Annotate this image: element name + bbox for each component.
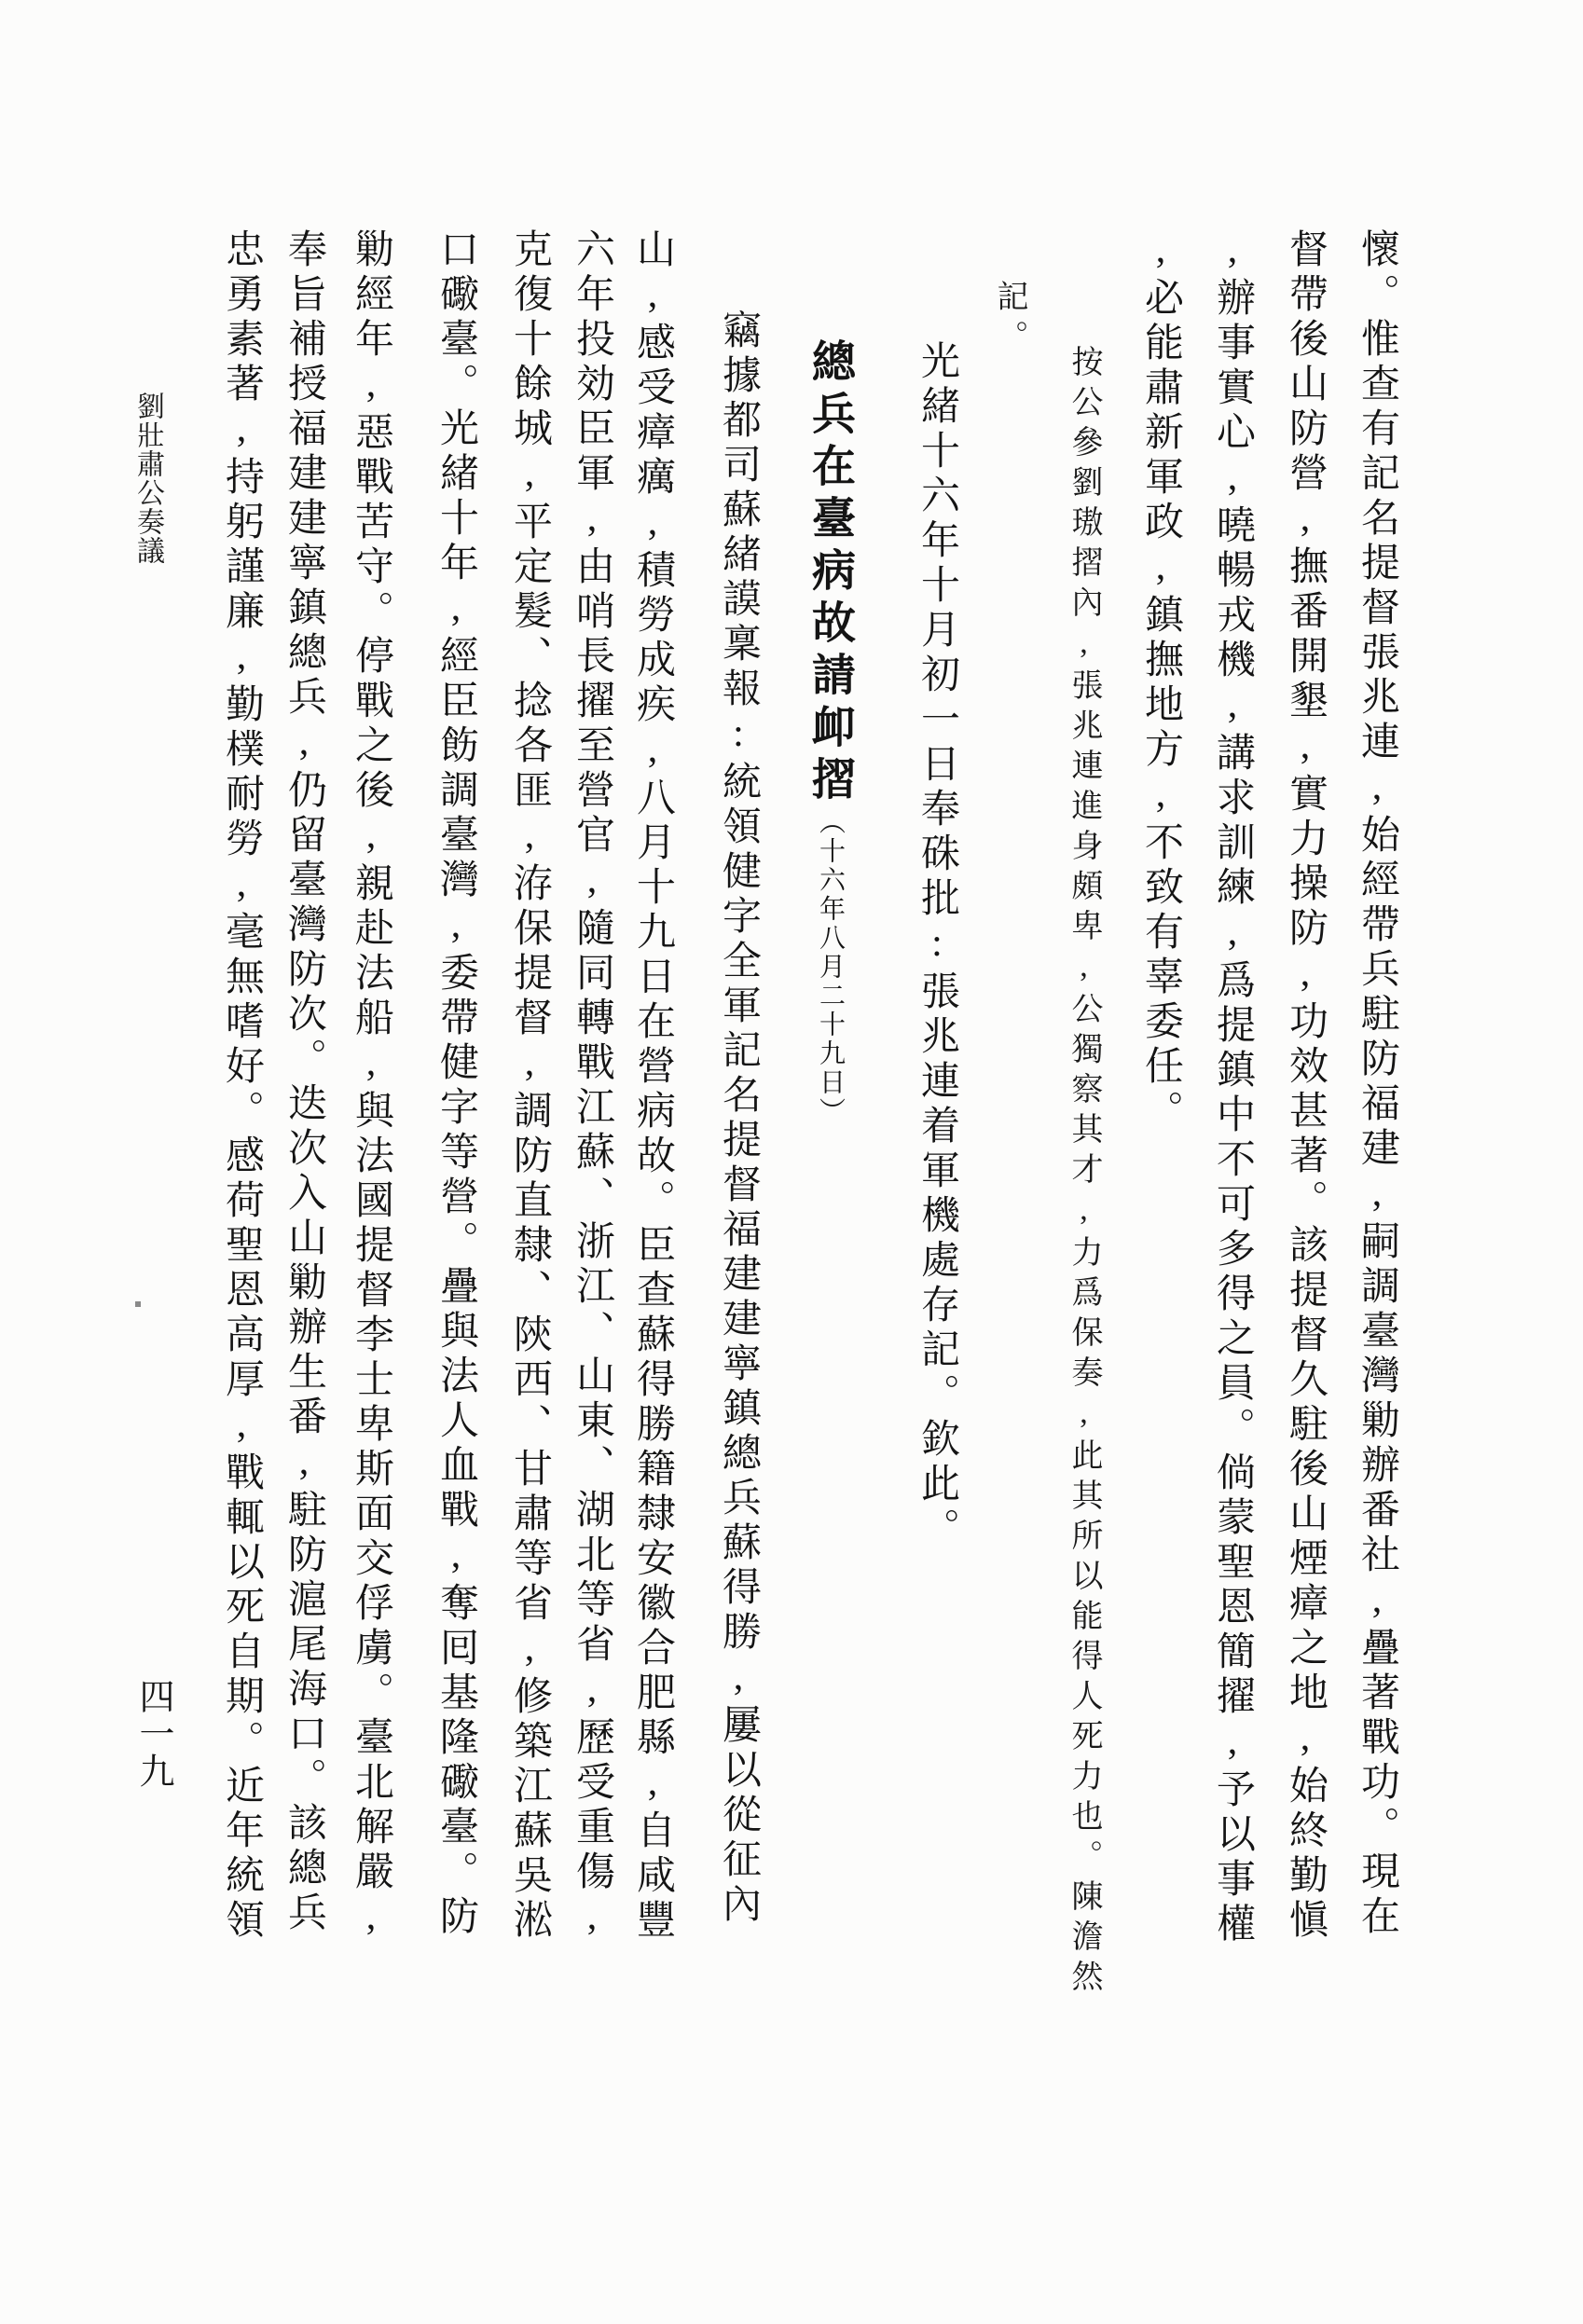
spine-book-title: 劉壯肅公奏議 — [132, 392, 163, 565]
memorial-body-column-7: 奉旨補授福建建寧鎮總兵,仍留臺灣防次。迭次入山勦辦生番,駐防滬尾海口。該總兵 — [282, 228, 325, 1936]
commentary-note-column-1: 按公參劉璈摺內,張兆連進身頗卑,公獨察其才,力爲保奏,此其所以能得人死力也。陳澹然 — [1067, 345, 1101, 2000]
memorial-body-column-5: 口礮臺。光緒十年,經臣飭調臺灣,委帶健字等營。疊與法人血戰,奪囘基隆礮臺。防 — [434, 228, 477, 1940]
memorial-date-note: ︵十六年八月二十九日︶ — [816, 808, 845, 1126]
memorial-body-column-6: 勦經年,惡戰苦守。停戰之後,親赴法船,與法國提督李士卑斯面交俘虜。臺北解嚴, — [350, 228, 392, 1944]
prev-memorial-column-3: ,辦事實心,曉暢戎機,講求訓練,爲提鎮中不可多得之員。倘蒙聖恩簡擢,予以事權 — [1211, 228, 1254, 1947]
memorial-title: 總兵在臺病故請卹摺 — [805, 338, 854, 808]
imperial-rescript-column: 光緒十六年十月初一日奉硃批:張兆連着軍機處存記。欽此。 — [915, 340, 958, 1552]
memorial-body-column-4: 克復十餘城,平定髮、捻各匪,洊保提督,調防直隸、陝西、甘肅等省,修築江蘇吳淞 — [508, 228, 551, 1944]
prev-memorial-column-1: 懷。惟查有記名提督張兆連,始經帶兵駐防福建,嗣調臺灣勦辦番社,疊著戰功。現在 — [1356, 228, 1398, 1940]
prev-memorial-column-4: ,必能肅新軍政,鎮撫地方,不致有辜委任。 — [1139, 228, 1182, 1134]
scan-artifact-speck — [135, 1301, 141, 1307]
prev-memorial-column-2: 督帶後山防營,撫番開墾,實力操防,功效甚著。該提督久駐後山煙瘴之地,始終勤愼 — [1284, 228, 1327, 1944]
page-number: 四一九 — [133, 1678, 172, 1790]
memorial-body-column-8: 忠勇素著,持躬謹廉,勤樸耐勞,毫無嗜好。感荷聖恩高厚,戰輒以死自期。近年統領 — [220, 228, 263, 1944]
memorial-title-column — [805, 338, 854, 1126]
memorial-body-column-3: 六年投効臣軍,由哨長擢至營官,隨同轉戰江蘇、浙江、山東、湖北等省,歷受重傷, — [571, 228, 613, 1944]
memorial-body-column-2: 山,感受瘴癘,積勞成疾,八月十九日在營病故。臣查蘇得勝籍隸安徽合肥縣,自咸豐 — [631, 228, 674, 1944]
memorial-body-column-1: 竊據都司蘇緒謨稟報:統領健字全軍記名提督福建建寧鎮總兵蘇得勝,屢以從征內 — [717, 309, 760, 1928]
commentary-note-column-2: 記。 — [992, 280, 1026, 360]
